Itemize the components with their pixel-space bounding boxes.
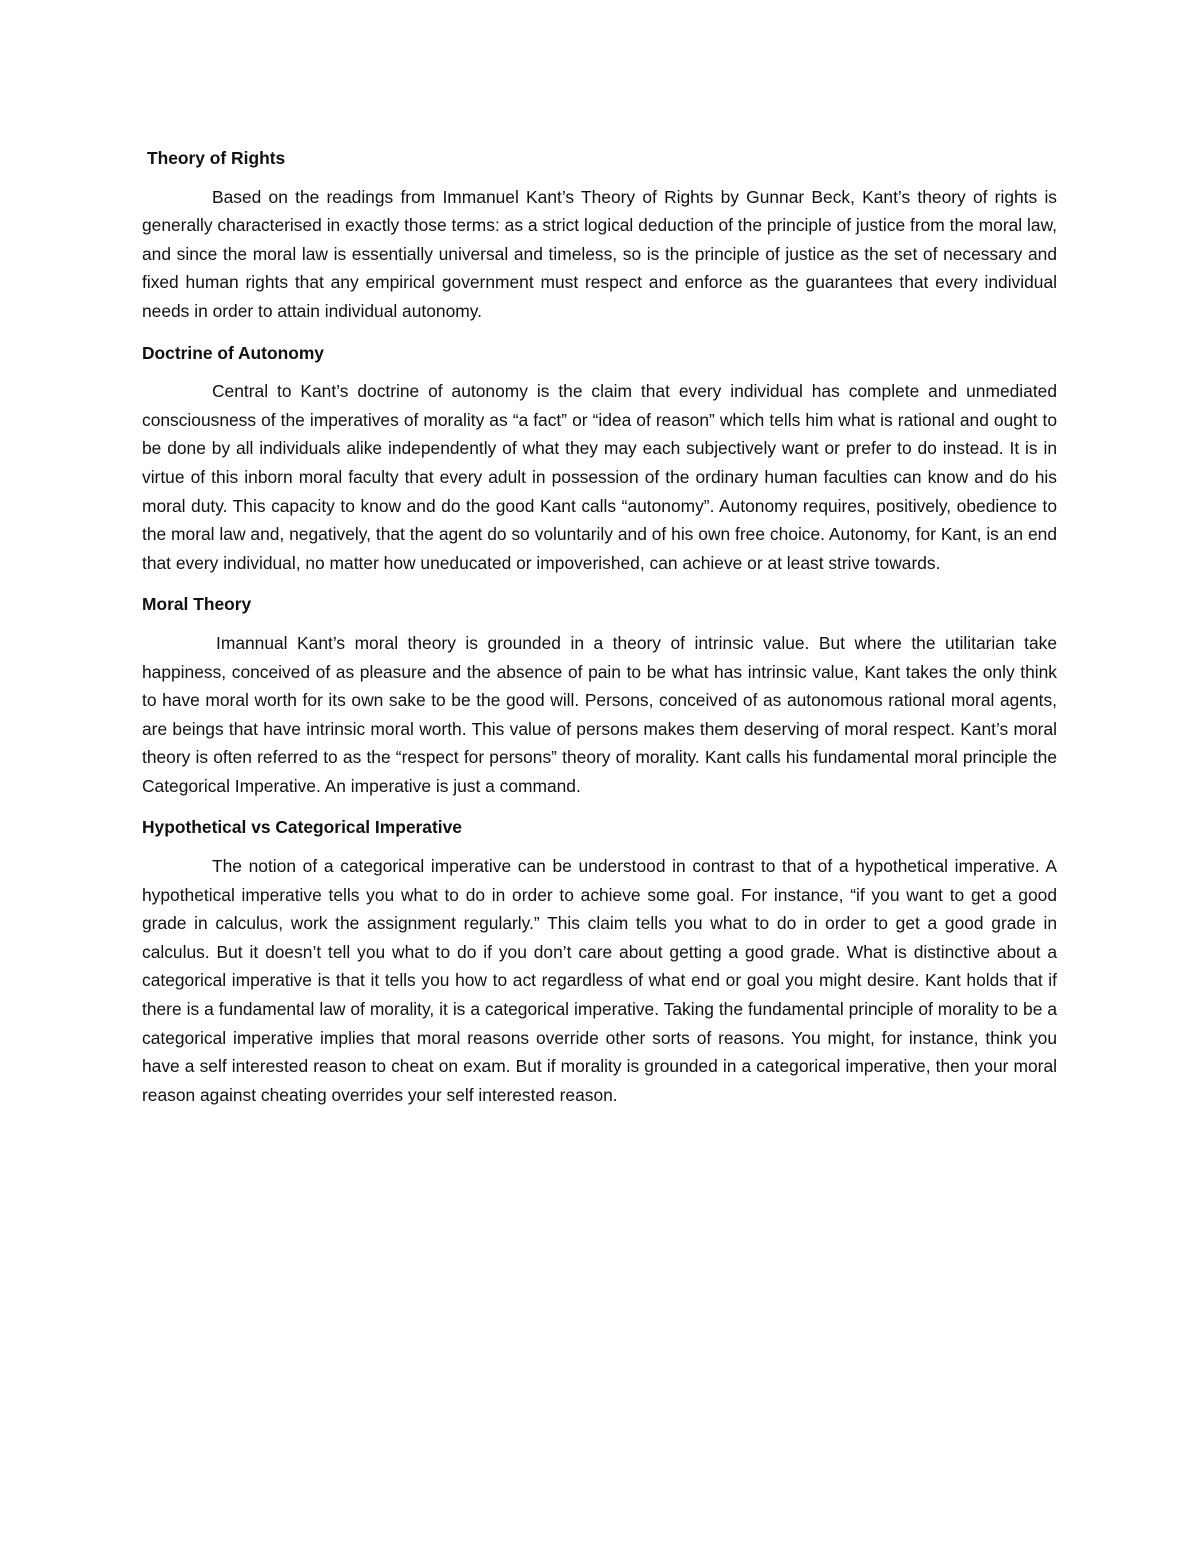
section-hypothetical-vs-categorical: [142, 813, 1057, 1109]
section-heading: Theory of Rights: [147, 148, 286, 168]
document-page: [142, 144, 1057, 1122]
section-heading: Doctrine of Autonomy: [142, 342, 324, 363]
section-paragraph: Central to Kant’s doctrine of autonomy is the claim that every individual has complete and unmediated consciousness of the imperatives of morality as “a fact” or “idea of reason” which tells him what is rational and ought to be done by all individuals alike independently of what they may each subjectively want or prefer to do instead. It is in virtue of this inborn moral faculty that every adult in possession of the ordinary human faculties can know and do his moral duty. This capacity to know and do the good Kant calls “autonomy”. Autonomy requires, positively, obedience to the moral law and, negatively, that the agent do so voluntarily and of his own free choice. Autonomy, for Kant, is an end that every individual, no matter how uneducated or impoverished, can achieve or at least strive towards.: [142, 381, 1057, 573]
section-paragraph: Imannual Kant’s moral theory is grounded in a theory of intrinsic value. But where the utilitarian take happiness, conceived of as pleasure and the absence of pain to be what has intrinsic value, Kant takes the only think to have moral worth for its own sake to be the good will. Persons, conceived of as autonomous rational moral agents, are beings that have intrinsic moral worth. This value of persons makes them deserving of moral respect. Kant’s moral theory is often referred to as the “respect for persons” theory of morality. Kant calls his fundamental moral principle the Categorical Imperative. An imperative is just a command.: [142, 632, 1057, 796]
section-theory-of-rights: [142, 144, 1057, 326]
section-paragraph: The notion of a categorical imperative can be understood in contrast to that of a hypothetical imperative. A hypothetical imperative tells you what to do in order to achieve some goal. For instance, “if you want to get a good grade in calculus, work the assignment regularly.” This claim tells you what to do in order to get a good grade in calculus. But it doesn’t tell you what to do if you don’t care about getting a good grade. What is distinctive about a categorical imperative is that it tells you how to act regardless of what end or goal you might desire. Kant holds that if there is a fundamental law of morality, it is a categorical imperative. Taking the fundamental principle of morality to be a categorical imperative implies that moral reasons override other sorts of reasons. You might, for instance, think you have a self interested reason to cheat on exam. But if morality is grounded in a categorical imperative, then your moral reason against cheating overrides your self interested reason.: [142, 856, 1057, 1105]
section-moral-theory: [142, 590, 1057, 800]
section-doctrine-of-autonomy: [142, 339, 1057, 578]
section-heading: Hypothetical vs Categorical Imperative: [142, 817, 462, 838]
section-heading: Moral Theory: [142, 594, 252, 615]
section-paragraph: Based on the readings from Immanuel Kant’s Theory of Rights by Gunnar Beck, Kant’s theory of rights is generally characterised in exactly those terms: as a strict logical deduction of the principle of justice from the moral law, and since the moral law is essentially universal and timeless, so is the principle of justice as the set of necessary and fixed human rights that any empirical government must respect and enforce as the guarantees that every individual needs in order to attain individual autonomy.: [142, 186, 1057, 321]
